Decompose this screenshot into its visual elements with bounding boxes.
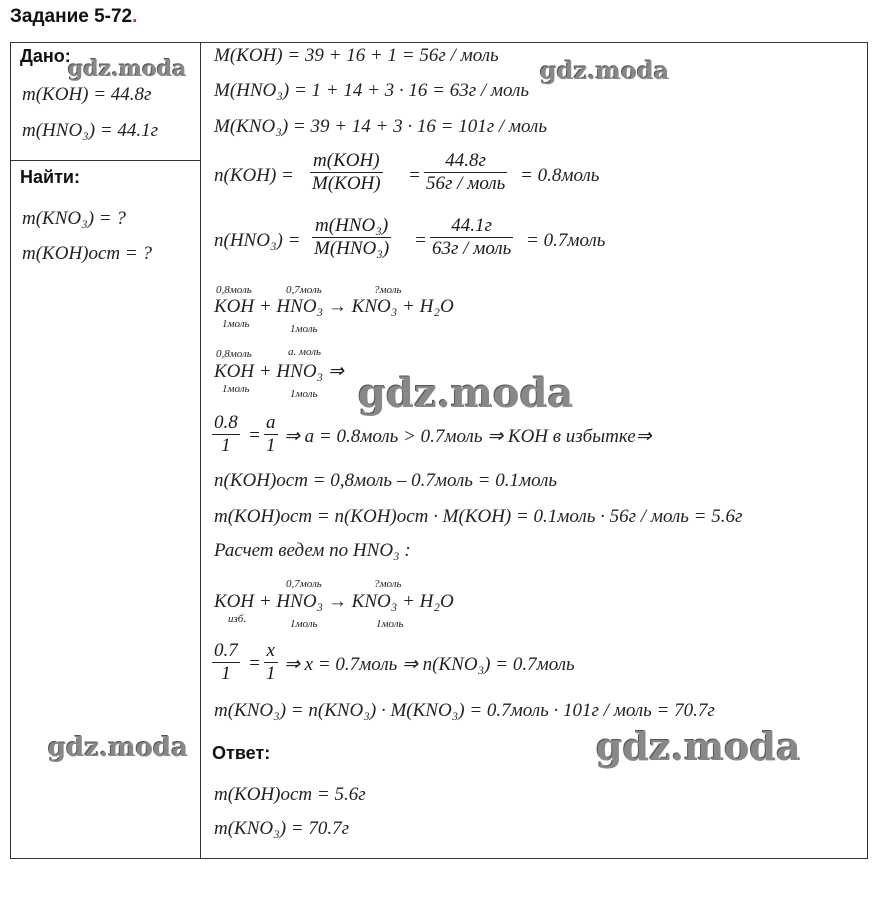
p2-numerator: 0.7 bbox=[214, 640, 238, 661]
koh-leftover-moles: n(KOH)ост = 0,8моль – 0.7моль = 0.1моль bbox=[214, 470, 558, 491]
n-hno3-result: = 0.7моль bbox=[526, 230, 606, 251]
r1-above-hno3: 0,7моль bbox=[286, 284, 322, 296]
watermark-2: gdz.moda bbox=[540, 56, 670, 85]
r1-below-hno3: 1моль bbox=[290, 323, 318, 335]
n-koh-result: = 0.8моль bbox=[520, 165, 600, 186]
proportion-2-right bbox=[264, 640, 278, 685]
n-hno3-equals: = bbox=[414, 230, 427, 251]
proportion-1-left bbox=[212, 412, 240, 457]
reaction-equation-2: KOH + HNO₃ ⇒ bbox=[214, 361, 344, 382]
watermark-1: gdz.moda bbox=[68, 56, 187, 82]
p2-numerator-2: x bbox=[266, 640, 275, 661]
p2-denominator-2: 1 bbox=[266, 663, 276, 684]
column-divider bbox=[200, 42, 201, 859]
n-hno3-lhs: n(HNO₃) = bbox=[214, 230, 301, 251]
r3-below-kno3: 1моль bbox=[376, 618, 404, 630]
molar-mass-kno3: M(KNO₃) = 39 + 14 + 3 · 16 = 101г / моль bbox=[214, 116, 547, 137]
find-label: Найти: bbox=[20, 167, 80, 187]
n-hno3-denominator-value: 63г / моль bbox=[432, 238, 512, 259]
p1-numerator-2: a bbox=[266, 412, 276, 433]
n-koh-formula-fraction bbox=[310, 150, 383, 195]
r3-above-kno3: ?моль bbox=[374, 578, 402, 590]
reaction-equation-1: KOH + HNO₃ → KNO₃ + H₂O bbox=[214, 296, 454, 317]
r3-below-koh: изб. bbox=[228, 613, 247, 625]
proportion-1-right bbox=[264, 412, 278, 457]
p1-denominator-2: 1 bbox=[266, 435, 276, 456]
n-hno3-numerator-value: 44.1г bbox=[451, 215, 492, 236]
r1-below-koh: 1моль bbox=[222, 318, 250, 330]
n-koh-lhs: n(KOH) = bbox=[214, 165, 294, 186]
answer-koh-leftover: m(KOH)ост = 5.6г bbox=[214, 784, 366, 805]
r3-above-hno3: 0,7моль bbox=[286, 578, 322, 590]
r2-above-koh: 0,8моль bbox=[216, 348, 252, 360]
given-mass-koh: m(KOH) = 44.8г bbox=[22, 84, 152, 105]
n-hno3-denominator: M(HNO₃) bbox=[314, 238, 390, 259]
molar-mass-koh: M(KOH) = 39 + 16 + 1 = 56г / моль bbox=[214, 45, 499, 66]
r2-below-hno3: 1моль bbox=[290, 388, 318, 400]
r3-below-hno3: 1моль bbox=[290, 618, 318, 630]
r2-above-hno3: a. моль bbox=[288, 346, 322, 358]
r1-above-koh: 0,8моль bbox=[216, 284, 252, 296]
find-mass-kno3: m(KNO₃) = ? bbox=[22, 208, 126, 229]
n-hno3-formula-fraction bbox=[312, 215, 391, 260]
n-koh-denominator: M(KOH) bbox=[312, 173, 381, 194]
n-koh-equals: = bbox=[408, 165, 421, 186]
n-koh-numerator-value: 44.8г bbox=[445, 150, 486, 171]
given-find-divider bbox=[10, 160, 200, 161]
find-mass-koh-left: m(KOH)ост = ? bbox=[22, 243, 152, 264]
proportion-2-left bbox=[212, 640, 240, 685]
task-title: Задание 5-72. bbox=[10, 6, 138, 27]
kno3-mass-calc: m(KNO₃) = n(KNO₃) · M(KNO₃) = 0.7моль · 101г / моль = 70.7г bbox=[214, 700, 715, 721]
answer-label: Ответ: bbox=[212, 743, 271, 763]
n-hno3-numerator: m(HNO₃) bbox=[315, 215, 389, 236]
p1-equals: = bbox=[248, 425, 261, 446]
r1-above-kno3: ?моль bbox=[374, 284, 402, 296]
p1-denominator: 1 bbox=[212, 434, 240, 457]
reaction-equation-3: KOH + HNO₃ → KNO₃ + H₂O bbox=[214, 591, 454, 612]
n-koh-denominator-value: 56г / моль bbox=[426, 173, 506, 194]
p2-equals: = bbox=[248, 653, 261, 674]
watermark-3: gdz.moda bbox=[358, 370, 574, 417]
n-koh-value-fraction bbox=[424, 150, 507, 195]
molar-mass-hno3: M(HNO₃) = 1 + 14 + 3 · 16 = 63г / моль bbox=[214, 80, 530, 101]
p1-conclusion: ⇒ a = 0.8моль > 0.7моль ⇒ KOH в избытке⇒ bbox=[284, 426, 652, 447]
watermark-5: gdz.moda bbox=[596, 724, 801, 769]
given-mass-hno3: m(HNO₃) = 44.1г bbox=[22, 120, 159, 141]
koh-leftover-mass: m(KOH)ост = n(KOH)ост · M(KOH) = 0.1моль · 56г / моль = 5.6г bbox=[214, 506, 743, 527]
p2-conclusion: ⇒ x = 0.7моль ⇒ n(KNO₃) = 0.7моль bbox=[284, 654, 575, 675]
calc-by-hno3: Расчет ведем по HNO₃ : bbox=[214, 540, 411, 561]
given-label: Дано: bbox=[20, 46, 71, 66]
n-koh-numerator: m(KOH) bbox=[313, 150, 380, 171]
answer-kno3-mass: m(KNO₃) = 70.7г bbox=[214, 818, 350, 839]
n-hno3-value-fraction bbox=[430, 215, 513, 260]
p1-numerator: 0.8 bbox=[214, 412, 238, 433]
r2-below-koh: 1моль bbox=[222, 383, 250, 395]
watermark-4: gdz.moda bbox=[48, 733, 189, 763]
p2-denominator: 1 bbox=[212, 662, 240, 685]
